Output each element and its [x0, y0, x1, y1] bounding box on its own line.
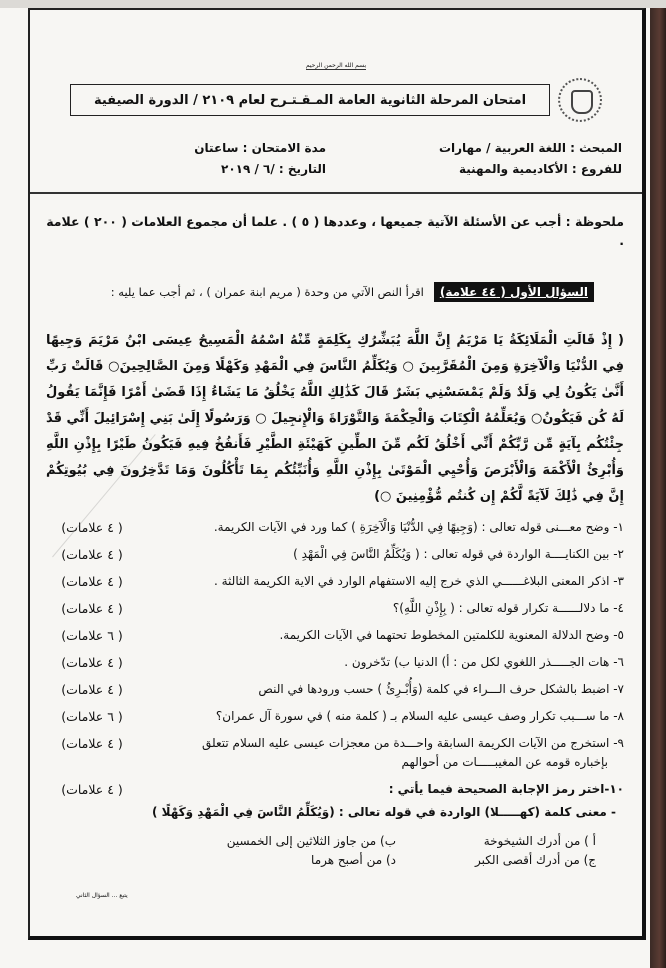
marks-2: ( ٤ علامات)	[61, 547, 123, 562]
marks-9: ( ٤ علامات)	[61, 736, 123, 751]
question-item	[46, 545, 624, 564]
answer-options	[46, 832, 624, 870]
background-edge	[650, 8, 666, 968]
ministry-seal-logo	[558, 78, 602, 122]
question-item	[46, 680, 624, 699]
question-item-8: ٨- ما ســـبب تكرار وصف عيسى عليه السلام بـ ( كلمة منه ) في سورة آل عمران؟	[215, 709, 624, 723]
option-b: ب) من جاوز الثلاثين إلى الخمسين	[226, 834, 396, 848]
marks-10: ( ٤ علامات)	[61, 782, 123, 797]
question1-heading-text: السؤال الأول ( ٤٤ علامة)	[439, 285, 588, 299]
question-item-9-line2: بإخباره قومه عن المغيبـــــات من أحوالهم	[401, 755, 608, 769]
question-item	[46, 707, 624, 726]
option-d: د) من أصبح هرما	[311, 853, 396, 867]
duration: مدة الامتحان : ساعتان	[194, 141, 326, 155]
footer-continue: يتبع ... السؤال الثاني	[76, 892, 128, 899]
marks-3: ( ٤ علامات)	[61, 574, 123, 589]
info-right-column	[326, 138, 622, 180]
sub-question: - معنى كلمة (كهـــــلا) الواردة في قوله تعالى : (وَيُكَلِّمُ النَّاسَ فِي الْمَهْدِ وَكَهْلًا )	[152, 805, 616, 819]
question-item-7: ٧- اضبط بالشكل حرف الـــراء في كلمة (وَأُبْـرِئُ ) حسب ورودها في النص	[258, 682, 624, 696]
info-left-column	[30, 138, 326, 180]
branches: للفروع : الأكاديمية والمهنية	[458, 162, 622, 176]
marks-6: ( ٤ علامات)	[61, 655, 123, 670]
option-a: أ ) من أدرك الشيخوخة	[483, 834, 596, 848]
option-c: ج) من أدرك أقصى الكبر	[475, 853, 596, 867]
page-frame	[28, 8, 646, 940]
question1-heading	[434, 282, 594, 302]
marks-8: ( ٦ علامات)	[61, 709, 123, 724]
question-item-3: ٣- اذكر المعنى البلاغــــــي الذي خرج إليه الاستفهام الوارد في الاية الكريمة الثالثة .	[213, 574, 624, 588]
question-item	[46, 780, 624, 799]
question-item-4: ٤- ما دلالــــــة تكرار قوله تعالى : ( بِإِذْنِ اللَّهِ)؟	[392, 601, 624, 615]
quran-passage: ( إِذْ قَالَتِ الْمَلَائِكَةُ يَا مَرْيَمُ إِنَّ اللَّهَ يُبَشِّرُكِ بِكَلِمَةٍ مِّنْهُ اسْمُهُ الْمَسِيحُ عِيسَى ابْنُ مَرْيَمَ وَجِيهًا فِي الدُّنْيَا وَالْآخِرَةِ وَمِنَ الْمُقَرَّبِينَ ○ وَيُكَلِّمُ النَّاسَ فِي الْمَهْدِ وَكَهْلًا وَمِنَ الصَّالِحِينَ○ قَالَتْ رَبِّ أَنَّىٰ يَكُونُ لِي وَلَدٌ وَلَمْ يَمْسَسْنِي بَشَرٌ قَالَ كَذَٰلِكِ اللَّهُ يَخْلُقُ مَا يَشَاءُ إِذَا قَضَىٰ أَمْرًا فَإِنَّمَا يَقُولُ لَهُ كُن فَيَكُونُ○ وَيُعَلِّمُهُ الْكِتَابَ وَالْحِكْمَةَ وَالتَّوْرَاةَ وَالْإِنجِيلَ ○ وَرَسُولًا إِلَىٰ بَنِي إِسْرَائِيلَ أَنِّي قَدْ جِئْتُكُم بِآيَةٍ مِّن رَّبِّكُمْ أَنِّي أَخْلُقُ لَكُم مِّنَ الطِّينِ كَهَيْئَةِ الطَّيْرِ فَأَنفُخُ فِيهِ فَيَكُونُ طَيْرًا بِإِذْنِ اللَّهِ وَأُبْرِئُ الْأَكْمَهَ وَالْأَبْرَصَ وَأُحْيِي الْمَوْتَىٰ بِإِذْنِ اللَّهِ وَأُنَبِّئُكُم بِمَا تَأْكُلُونَ وَمَا تَدَّخِرُونَ فِي بُيُوتِكُمْ إِنَّ فِي ذَٰلِكَ لَآيَةً لَّكُمْ إِن كُنتُم مُّؤْمِنِينَ ○)	[46, 333, 624, 504]
question-item-6: ٦- هات الجـــــذر اللغوي لكل من : أ) الدنيا ب) تدّخرون .	[344, 655, 624, 669]
marks-4: ( ٤ علامات)	[61, 601, 123, 616]
question-item-5: ٥- وضح الدلالة المعنوية للكلمتين المخطوط تحتهما في الآيات الكريمة.	[279, 628, 624, 642]
date: التاريخ : /٦ / ٢٠١٩	[221, 162, 326, 176]
question-item-1: ١- وضح معـــنى قوله تعالى : (وَجِيهًا فِي الدُّنْيَا وَالْآخِرَةِ ) كما ورد في الآيات الكريمة.	[213, 520, 624, 534]
exam-title: امتحان المرحلة الثانوية العامة المـقـتـرح لعام ٢١٠٩ / الدورة الصيفية	[70, 84, 550, 116]
basmala-row	[30, 10, 642, 72]
exam-info	[30, 138, 642, 180]
marks-1: ( ٤ علامات)	[61, 520, 123, 535]
question-item	[46, 653, 624, 672]
divider	[30, 192, 642, 194]
title-row	[30, 84, 642, 134]
question1-header-row	[46, 282, 624, 302]
question-item	[46, 572, 624, 591]
question-item-9-block	[138, 734, 624, 772]
question1-instruction: اقرأ النص الآتي من وحدة ( مريم ابنة عمران ) ، ثم أجب عما يليه :	[110, 285, 424, 299]
subject: المبحث : اللغة العربية / مهارات	[438, 141, 622, 155]
question-item-2: ٢- بين الكنايــــة الواردة في قوله تعالى : ( وَيُكَلِّمُ النَّاسَ فِي الْمَهْدِ )	[293, 547, 624, 561]
question-item	[46, 518, 624, 537]
question-item	[46, 599, 624, 618]
question-item	[46, 734, 624, 772]
marks-7: ( ٤ علامات)	[61, 682, 123, 697]
question-item	[46, 626, 624, 645]
question-item-10: ١٠-اختر رمز الإجابة الصحيحة فيما يأتي :	[388, 782, 624, 796]
marks-5: ( ٦ علامات)	[61, 628, 123, 643]
question-item-9: ٩- استخرج من الآيات الكريمة السابقة واحـــدة من معجزات عيسى عليه السلام تتعلق	[201, 736, 624, 750]
note: ملحوظة : أجب عن الأسئلة الآتية جميعها ، وعددها ( ٥ ) . علما أن مجموع العلامات ( ٢٠٠ ) علامة .	[46, 214, 624, 248]
exam-body	[30, 212, 642, 899]
basmala: بسم الله الرحمن الرحيم	[305, 62, 367, 69]
